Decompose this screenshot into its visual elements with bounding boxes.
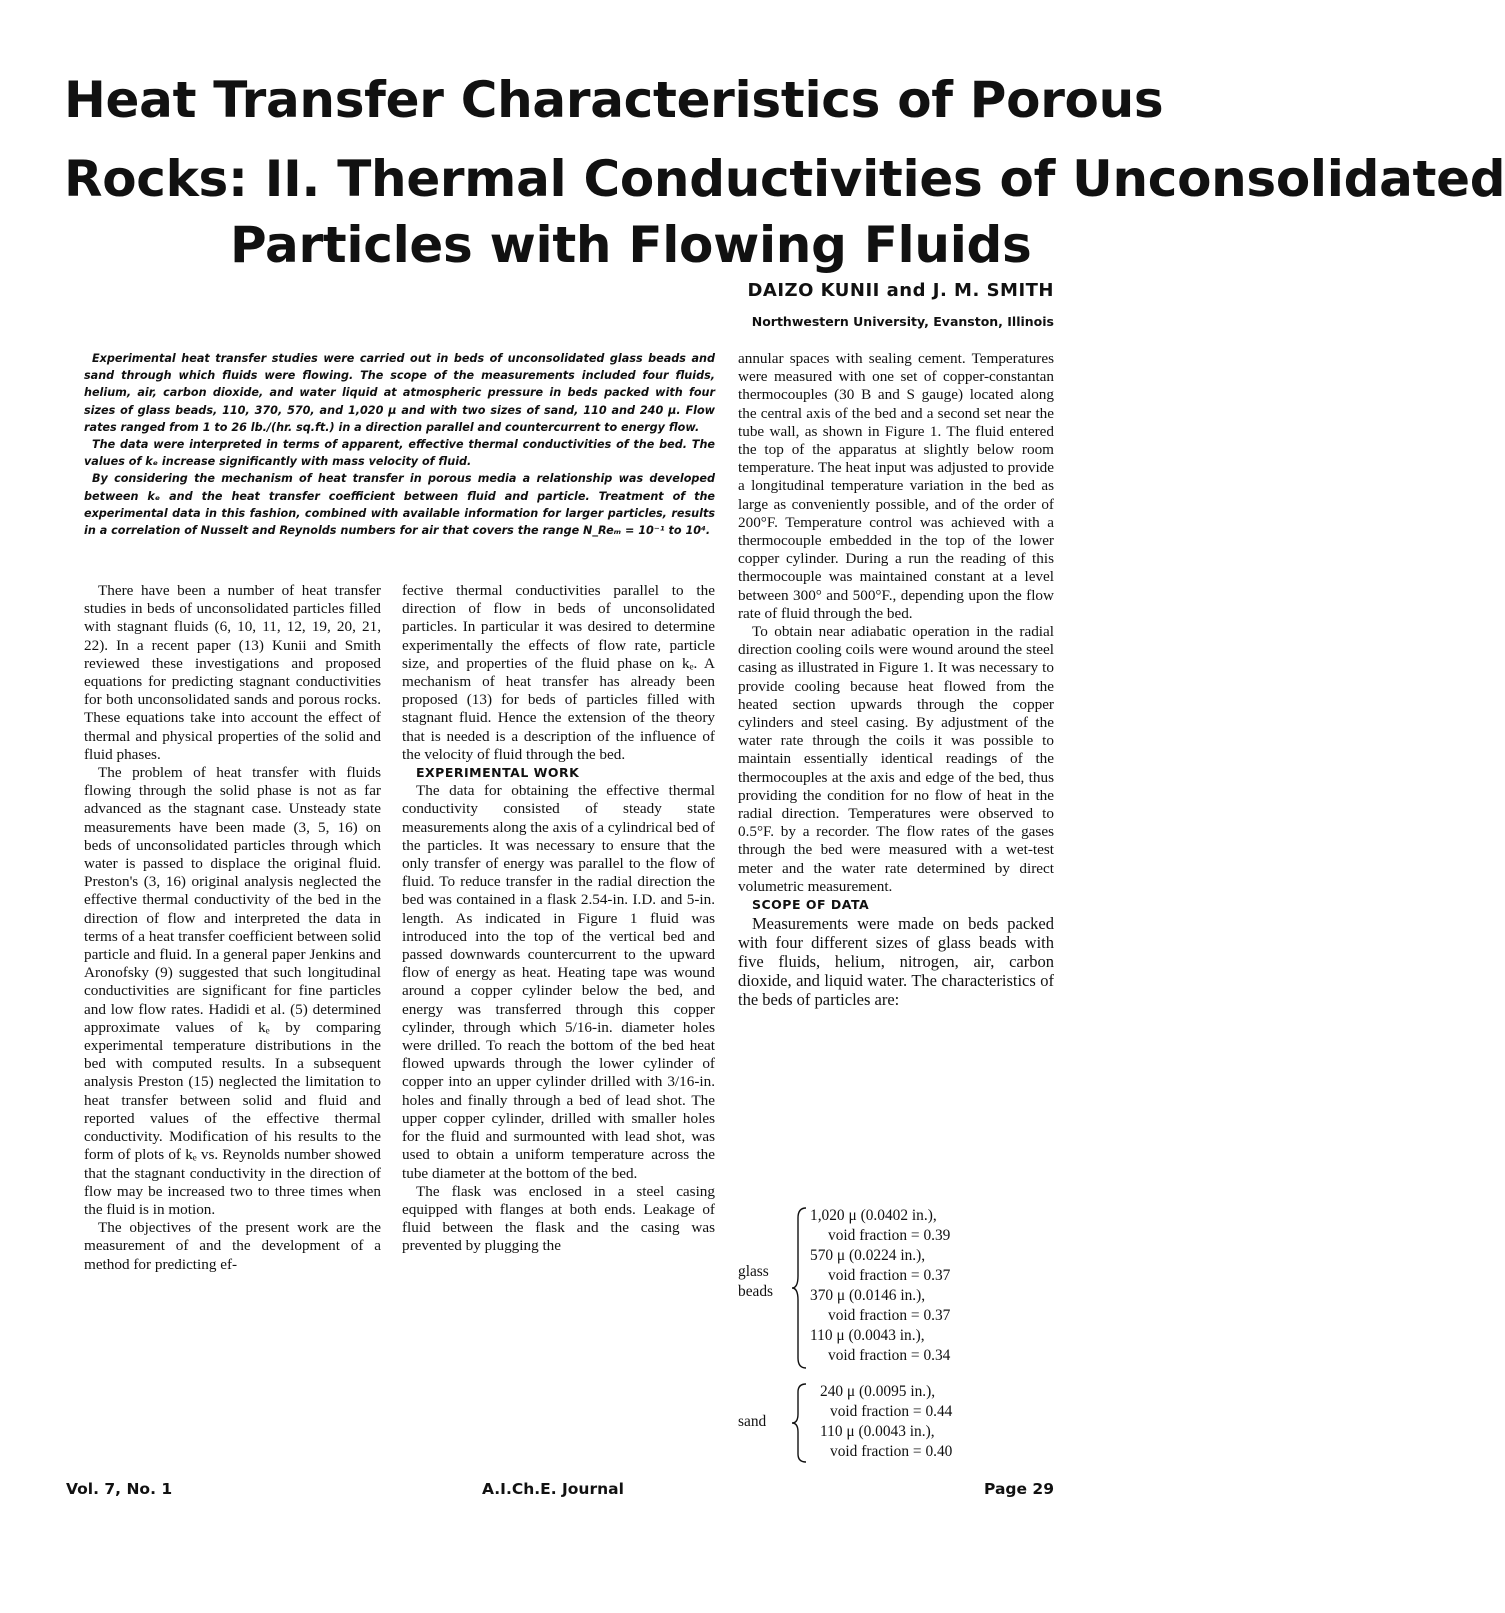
list-item: 240 μ (0.0095 in.), (820, 1383, 936, 1400)
abstract-paragraph: By considering the mechanism of heat transfer in porous media a relationship was developed between kₑ and the heat transfer coefficient between fluid and particle. Treatment of the experimental data in this fashion, combined with available information for larger particles, results in a correlation of Nusselt and Reynolds numbers for air that covers the range N_Reₘ = 10⁻¹ to 10⁴. (84, 472, 715, 538)
beads-label: beads (738, 1283, 774, 1300)
title-line-1: Heat Transfer Characteristics of Porous (64, 71, 1164, 129)
list-item: void fraction = 0.39 (828, 1227, 951, 1244)
list-item: void fraction = 0.37 (828, 1307, 951, 1324)
body-column-2 (402, 582, 715, 1256)
section-heading-experimental: EXPERIMENTAL WORK (416, 765, 580, 781)
body-paragraph: To obtain near adiabatic operation in the radial direction cooling coils were wound around the steel casing as illustrated in Figure 1. It was necessary to provide cooling because heat flowed from the heated section upwards through the copper cylinders and steel casing. By adjustment of the water rate through the coils it was possible to maintain essentially identical readings of the thermocouples at the axis and edge of the bed, thus providing the condition for no flow of heat in the radial direction. Temperatures were observed to 0.5°F. by a recorder. The flow rates of the gases through the bed were measured with a wet-test meter and the water rate determined by direct volumetric measurement. (738, 623, 1054, 895)
body-column-3 (738, 350, 1054, 1009)
footer-volume: Vol. 7, No. 1 (66, 1480, 173, 1498)
list-item: void fraction = 0.44 (830, 1403, 953, 1420)
list-item: 110 μ (0.0043 in.), (810, 1327, 925, 1344)
body-paragraph: The flask was enclosed in a steel casing equipped with flanges at both ends. Leakage of fluid between the flask and the casing was prevented by plugging the (402, 1182, 715, 1255)
sand-label: sand (738, 1413, 767, 1430)
body-column-1 (84, 582, 381, 1274)
glass-beads-list (738, 1206, 1058, 1376)
body-paragraph: There have been a number of heat transfer studies in beds of unconsolidated particles filled with stagnant fluids (6, 10, 11, 12, 19, 20, 21, 22). In a recent paper (13) Kunii and Smith reviewed these investigations and proposed equations for predicting stagnant conductivities for both unconsolidated sands and porous rocks. These equations take into account the effect of thermal and physical properties of the solid and fluid phases. (84, 582, 381, 763)
title-line-2: Rocks: II. Thermal Conductivities of Unconsolidated (64, 150, 1505, 208)
body-paragraph: annular spaces with sealing cement. Temperatures were measured with one set of copper-constantan thermocouples (30 B and S gauge) located along the central axis of the bed and a second set near the tube wall, as shown in Figure 1. The fluid entered the top of the apparatus at slightly below room temperature. The heat input was adjusted to provide a longitudinal temperature variation in the bed as large as conveniently possible, and of the order of 200°F. Temperature control was achieved with a thermocouple embedded in the top of the lower copper cylinder. During a run the reading of this thermocouple was maintained constant at a level between 300° and 500°F., depending upon the flow rate of fluid through the bed. (738, 350, 1054, 622)
footer-journal: A.I.Ch.E. Journal (482, 1480, 624, 1498)
list-item: void fraction = 0.34 (828, 1347, 951, 1364)
body-paragraph: The objectives of the present work are the measurement of and the development of a method for predicting ef- (84, 1219, 381, 1273)
body-paragraph: The data for obtaining the effective thermal conductivity consisted of steady state measurements along the axis of a cylindrical bed of the particles. It was necessary to ensure that the only transfer of energy was parallel to the flow of fluid. To reduce transfer in the radial direction the bed was contained in a flask 2.54-in. I.D. and 5-in. length. As indicated in Figure 1 fluid was introduced into the top of the vertical bed and passed downwards countercurrent to the upward flow of energy as heat. Heating tape was wound around a copper cylinder below the bed, and energy was transferred through this copper cylinder, through which 5/16-in. diameter holes were drilled. To reach the bottom of the bed heat flowed upwards through the lower cylinder of copper into an upper cylinder drilled with 3/16-in. holes and finally through a bed of lead shot. The upper copper cylinder, drilled with smaller holes for the fluid and surmounted with lead shot, was used to obtain a uniform temperature across the tube diameter at the bottom of the bed. (402, 782, 715, 1182)
left-brace-icon (790, 1206, 810, 1370)
sand-list (738, 1382, 1058, 1466)
body-paragraph: Measurements were made on beds packed with four different sizes of glass beads with five fluids, helium, nitrogen, air, carbon dioxide, and liquid water. The characteristics of the beds of particles are: (738, 914, 1054, 1010)
abstract-paragraph: Experimental heat transfer studies were carried out in beds of unconsolidated glass beads and sand through which fluids were flowing. The scope of the measurements included four fluids, helium, air, carbon dioxide, and water liquid at atmospheric pressure in beds packed with four sizes of glass beads, 110, 370, 570, and 1,020 μ and with two sizes of sand, 110 and 240 μ. Flow rates ranged from 1 to 26 lb./(hr. sq.ft.) in a direction parallel and countercurrent to energy flow. (84, 352, 715, 434)
left-brace-icon (790, 1382, 810, 1464)
list-item: 570 μ (0.0224 in.), (810, 1247, 926, 1264)
list-item: 1,020 μ (0.0402 in.), (810, 1207, 937, 1224)
title-line-3: Particles with Flowing Fluids (230, 216, 1032, 274)
abstract (84, 350, 715, 539)
affiliation: Northwestern University, Evanston, Illinois (751, 314, 1054, 329)
list-item: void fraction = 0.40 (830, 1443, 953, 1460)
footer-page: Page 29 (984, 1480, 1054, 1498)
glass-items (810, 1206, 950, 1366)
sand-items (820, 1382, 952, 1462)
body-paragraph: fective thermal conductivities parallel to the direction of flow in beds of unconsolidated particles. In particular it was desired to determine experimentally the effects of flow rate, particle size, and properties of the fluid phase on kₑ. A mechanism of heat transfer has already been proposed (13) for beds of particles filled with stagnant fluid. Hence the extension of the theory that is needed is a description of the influence of the velocity of fluid through the bed. (402, 582, 715, 763)
abstract-paragraph: The data were interpreted in terms of apparent, effective thermal conductivities of the bed. The values of kₑ increase significantly with mass velocity of fluid. (84, 438, 715, 469)
authors: DAIZO KUNII and J. M. SMITH (747, 280, 1054, 301)
list-item: 370 μ (0.0146 in.), (810, 1287, 926, 1304)
list-item: void fraction = 0.37 (828, 1267, 951, 1284)
body-paragraph: The problem of heat transfer with fluids flowing through the solid phase is not as far advanced as the stagnant case. Unsteady state measurements have been made (3, 5, 16) on beds of unconsolidated particles through which water is passed to displace the original fluid. Preston's (3, 16) original analysis neglected the effective thermal conductivity of the bed in the direction of flow and interpreted the data in terms of a heat transfer coefficient between solid particle and fluid. In a general paper Jenkins and Aronofsky (9) suggested that such longitudinal conductivities are significant for fine particles and low flow rates. Hadidi et al. (5) determined approximate values of kₑ by comparing experimental temperature distributions in the bed with computed results. In a subsequent analysis Preston (15) neglected the limitation to heat transfer between solid and fluid and reported values of the effective thermal conductivity. Modification of his results to the form of plots of kₑ vs. Reynolds number showed that the stagnant conductivity in the direction of flow may be increased two to three times when the fluid is in motion. (84, 764, 381, 1218)
list-item: 110 μ (0.0043 in.), (820, 1423, 935, 1440)
glass-label: glass (738, 1263, 769, 1280)
section-heading-scope: SCOPE OF DATA (752, 897, 870, 913)
